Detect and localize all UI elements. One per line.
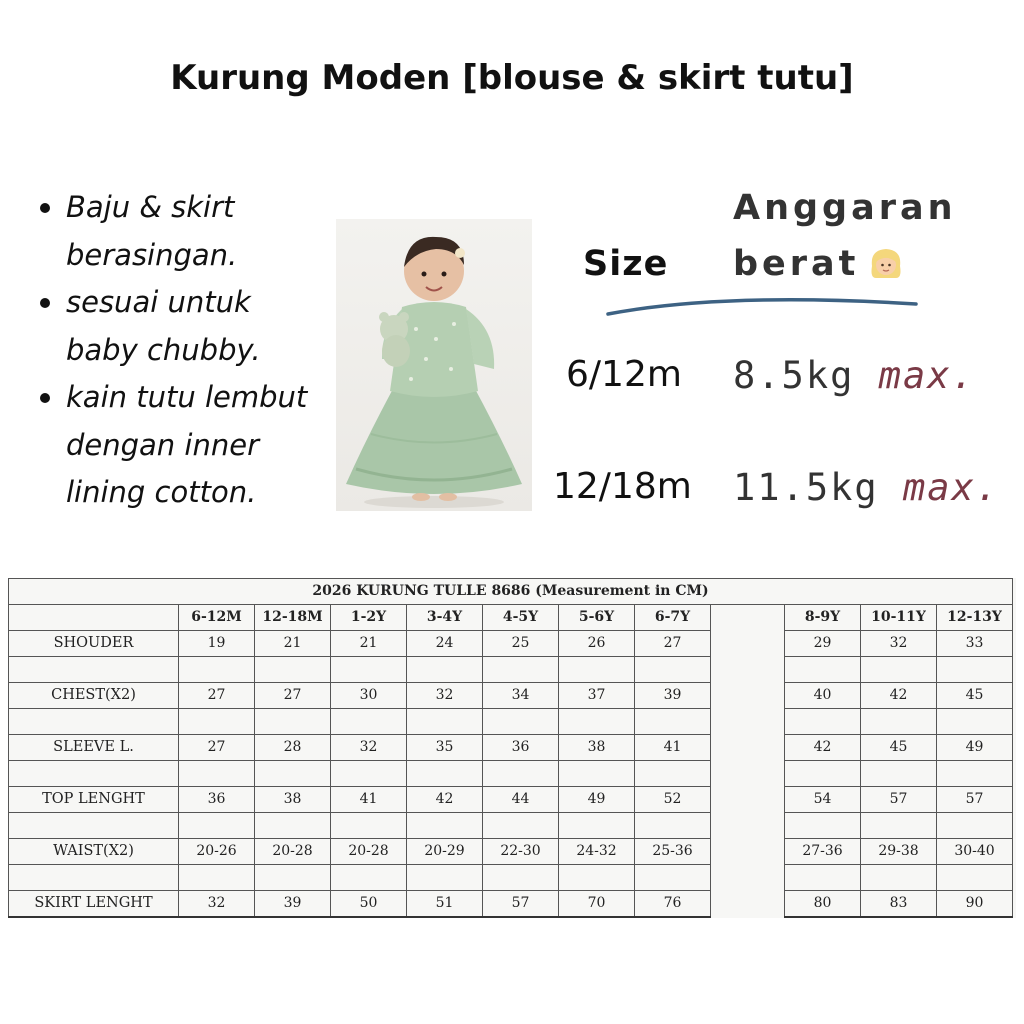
table-spacer-cell: [407, 865, 483, 891]
table-spacer-cell: [711, 813, 785, 839]
column-header: 4-5Y: [483, 605, 559, 631]
table-spacer-cell: [937, 761, 1013, 787]
table-cell: 32: [331, 735, 407, 761]
table-gap-cell: [711, 735, 785, 761]
table-corner-cell: [9, 605, 179, 631]
table-cell: 30-40: [937, 839, 1013, 865]
table-cell: 36: [179, 787, 255, 813]
table-cell: 57: [483, 891, 559, 918]
table-cell: 44: [483, 787, 559, 813]
table-spacer-cell: [483, 813, 559, 839]
weight-amount: 8.5kg: [733, 354, 855, 397]
table-cell: 90: [937, 891, 1013, 918]
column-header: 6-12M: [179, 605, 255, 631]
feature-list: [36, 184, 326, 517]
table-cell: 83: [861, 891, 937, 918]
table-cell: 49: [559, 787, 635, 813]
table-cell: 57: [937, 787, 1013, 813]
column-header: 8-9Y: [785, 605, 861, 631]
size-header: Size: [583, 244, 669, 284]
table-cell: 20-28: [331, 839, 407, 865]
table-cell: 25-36: [635, 839, 711, 865]
table-cell: 39: [255, 891, 331, 918]
table-cell: 26: [559, 631, 635, 657]
table-spacer-cell: [9, 709, 179, 735]
table-spacer-cell: [483, 709, 559, 735]
table-spacer-cell: [255, 813, 331, 839]
table-spacer-cell: [255, 865, 331, 891]
measurement-table-container: [8, 578, 1016, 918]
table-row: [9, 839, 1013, 865]
table-spacer-cell: [9, 813, 179, 839]
table-cell: 29-38: [861, 839, 937, 865]
table-spacer-cell: [255, 761, 331, 787]
bullet-dot-icon: [40, 203, 50, 213]
table-cell: 38: [559, 735, 635, 761]
table-cell: 20-26: [179, 839, 255, 865]
table-cell: 27-36: [785, 839, 861, 865]
table-gap-cell: [711, 683, 785, 709]
table-cell: 22-30: [483, 839, 559, 865]
table-gap-cell: [711, 631, 785, 657]
table-spacer-cell: [711, 709, 785, 735]
column-header: 10-11Y: [861, 605, 937, 631]
table-cell: 30: [331, 683, 407, 709]
column-header: 3-4Y: [407, 605, 483, 631]
table-spacer-row: [9, 865, 1013, 891]
table-cell: 32: [179, 891, 255, 918]
table-spacer-cell: [861, 657, 937, 683]
table-spacer-cell: [635, 813, 711, 839]
table-cell: 76: [635, 891, 711, 918]
table-spacer-cell: [785, 709, 861, 735]
table-spacer-row: [9, 761, 1013, 787]
table-spacer-cell: [179, 761, 255, 787]
bullet-dot-icon: [40, 298, 50, 308]
table-cell: 42: [861, 683, 937, 709]
feature-item: [36, 374, 326, 517]
table-spacer-cell: [331, 709, 407, 735]
table-cell: 20-28: [255, 839, 331, 865]
table-cell: 45: [937, 683, 1013, 709]
table-spacer-cell: [711, 865, 785, 891]
table-spacer-cell: [711, 761, 785, 787]
table-spacer-row: [9, 813, 1013, 839]
table-spacer-cell: [559, 813, 635, 839]
table-cell: 50: [331, 891, 407, 918]
table-cell: 38: [255, 787, 331, 813]
table-cell: 70: [559, 891, 635, 918]
table-cell: 35: [407, 735, 483, 761]
feature-text: sesuai untuk baby chubby.: [66, 285, 261, 367]
table-gap-cell: [711, 891, 785, 918]
table-cell: 39: [635, 683, 711, 709]
table-cell: 27: [179, 735, 255, 761]
table-cell: 49: [937, 735, 1013, 761]
baby-in-dress-illustration: [336, 219, 532, 511]
feature-text: Baju & skirt berasingan.: [66, 190, 238, 272]
table-caption: 2026 KURUNG TULLE 8686 (Measurement in CM): [9, 579, 1013, 605]
table-spacer-cell: [9, 657, 179, 683]
table-spacer-cell: [861, 709, 937, 735]
table-spacer-cell: [9, 761, 179, 787]
table-row: [9, 683, 1013, 709]
table-spacer-cell: [861, 761, 937, 787]
table-cell: 80: [785, 891, 861, 918]
table-spacer-cell: [483, 761, 559, 787]
table-spacer-cell: [937, 709, 1013, 735]
table-spacer-cell: [559, 657, 635, 683]
table-spacer-cell: [861, 865, 937, 891]
table-cell: 33: [937, 631, 1013, 657]
baby-face-icon: [866, 244, 906, 284]
table-row: [9, 787, 1013, 813]
table-spacer-cell: [255, 709, 331, 735]
table-spacer-cell: [483, 865, 559, 891]
weight-value: [733, 466, 1000, 509]
table-spacer-cell: [861, 813, 937, 839]
table-cell: 52: [635, 787, 711, 813]
table-cell: 25: [483, 631, 559, 657]
table-spacer-cell: [785, 865, 861, 891]
table-spacer-cell: [937, 813, 1013, 839]
row-label: WAIST(X2): [9, 839, 179, 865]
product-photo: [336, 219, 532, 511]
weight-suffix: max.: [902, 466, 1001, 509]
table-gap-cell: [711, 839, 785, 865]
column-header: 12-13Y: [937, 605, 1013, 631]
weight-header-line1: Anggaran: [733, 188, 957, 228]
table-row: [9, 891, 1013, 918]
table-gap-cell: [711, 605, 785, 631]
table-cell: 32: [861, 631, 937, 657]
table-cell: 42: [407, 787, 483, 813]
table-spacer-cell: [635, 761, 711, 787]
table-cell: 19: [179, 631, 255, 657]
table-spacer-cell: [331, 813, 407, 839]
bullet-dot-icon: [40, 393, 50, 403]
table-spacer-cell: [331, 761, 407, 787]
feature-item: [36, 184, 326, 279]
accent-swoosh: [604, 296, 920, 320]
table-cell: 42: [785, 735, 861, 761]
weight-suffix: max.: [878, 354, 976, 397]
table-cell: 40: [785, 683, 861, 709]
table-spacer-row: [9, 657, 1013, 683]
table-spacer-cell: [559, 709, 635, 735]
weight-amount: 11.5kg: [733, 466, 879, 509]
row-label: SLEEVE L.: [9, 735, 179, 761]
row-label: SKIRT LENGHT: [9, 891, 179, 918]
table-spacer-cell: [785, 657, 861, 683]
table-cell: 54: [785, 787, 861, 813]
table-spacer-cell: [407, 657, 483, 683]
page-title: Kurung Moden [blouse & skirt tutu]: [170, 58, 854, 98]
table-spacer-cell: [407, 813, 483, 839]
size-value: 6/12m: [566, 354, 682, 395]
table-cell: 36: [483, 735, 559, 761]
table-cell: 24: [407, 631, 483, 657]
table-spacer-cell: [9, 865, 179, 891]
table-cell: 57: [861, 787, 937, 813]
table-spacer-cell: [483, 657, 559, 683]
row-label: CHEST(X2): [9, 683, 179, 709]
measurement-table: [8, 578, 1013, 918]
feature-item: [36, 279, 326, 374]
size-value: 12/18m: [553, 466, 692, 507]
table-spacer-cell: [407, 709, 483, 735]
table-spacer-cell: [635, 865, 711, 891]
table-spacer-cell: [635, 657, 711, 683]
table-spacer-cell: [331, 865, 407, 891]
table-spacer-cell: [331, 657, 407, 683]
table-cell: 24-32: [559, 839, 635, 865]
weight-header-line2: berat: [733, 244, 860, 284]
table-cell: 51: [407, 891, 483, 918]
table-header-row: [9, 605, 1013, 631]
table-spacer-cell: [255, 657, 331, 683]
table-spacer-cell: [785, 813, 861, 839]
table-spacer-cell: [559, 865, 635, 891]
table-spacer-cell: [179, 657, 255, 683]
table-gap-cell: [711, 787, 785, 813]
table-cell: 28: [255, 735, 331, 761]
table-spacer-cell: [407, 761, 483, 787]
table-cell: 37: [559, 683, 635, 709]
table-cell: 32: [407, 683, 483, 709]
table-cell: 27: [179, 683, 255, 709]
table-spacer-cell: [179, 813, 255, 839]
table-spacer-cell: [179, 709, 255, 735]
table-cell: 29: [785, 631, 861, 657]
table-cell: 21: [255, 631, 331, 657]
row-label: TOP LENGHT: [9, 787, 179, 813]
feature-text: kain tutu lembut dengan inner lining cotton.: [66, 380, 308, 509]
table-cell: 41: [331, 787, 407, 813]
table-spacer-cell: [179, 865, 255, 891]
table-row: [9, 631, 1013, 657]
table-spacer-cell: [559, 761, 635, 787]
table-cell: 27: [635, 631, 711, 657]
weight-value: [733, 354, 976, 397]
table-cell: 34: [483, 683, 559, 709]
table-spacer-cell: [635, 709, 711, 735]
column-header: 12-18M: [255, 605, 331, 631]
column-header: 6-7Y: [635, 605, 711, 631]
table-spacer-row: [9, 709, 1013, 735]
column-header: 5-6Y: [559, 605, 635, 631]
table-row: [9, 735, 1013, 761]
table-cell: 41: [635, 735, 711, 761]
table-caption-row: [9, 579, 1013, 605]
table-cell: 27: [255, 683, 331, 709]
column-header: 1-2Y: [331, 605, 407, 631]
table-spacer-cell: [711, 657, 785, 683]
table-cell: 20-29: [407, 839, 483, 865]
table-cell: 45: [861, 735, 937, 761]
table-spacer-cell: [937, 865, 1013, 891]
row-label: SHOUDER: [9, 631, 179, 657]
table-spacer-cell: [785, 761, 861, 787]
table-cell: 21: [331, 631, 407, 657]
table-spacer-cell: [937, 657, 1013, 683]
